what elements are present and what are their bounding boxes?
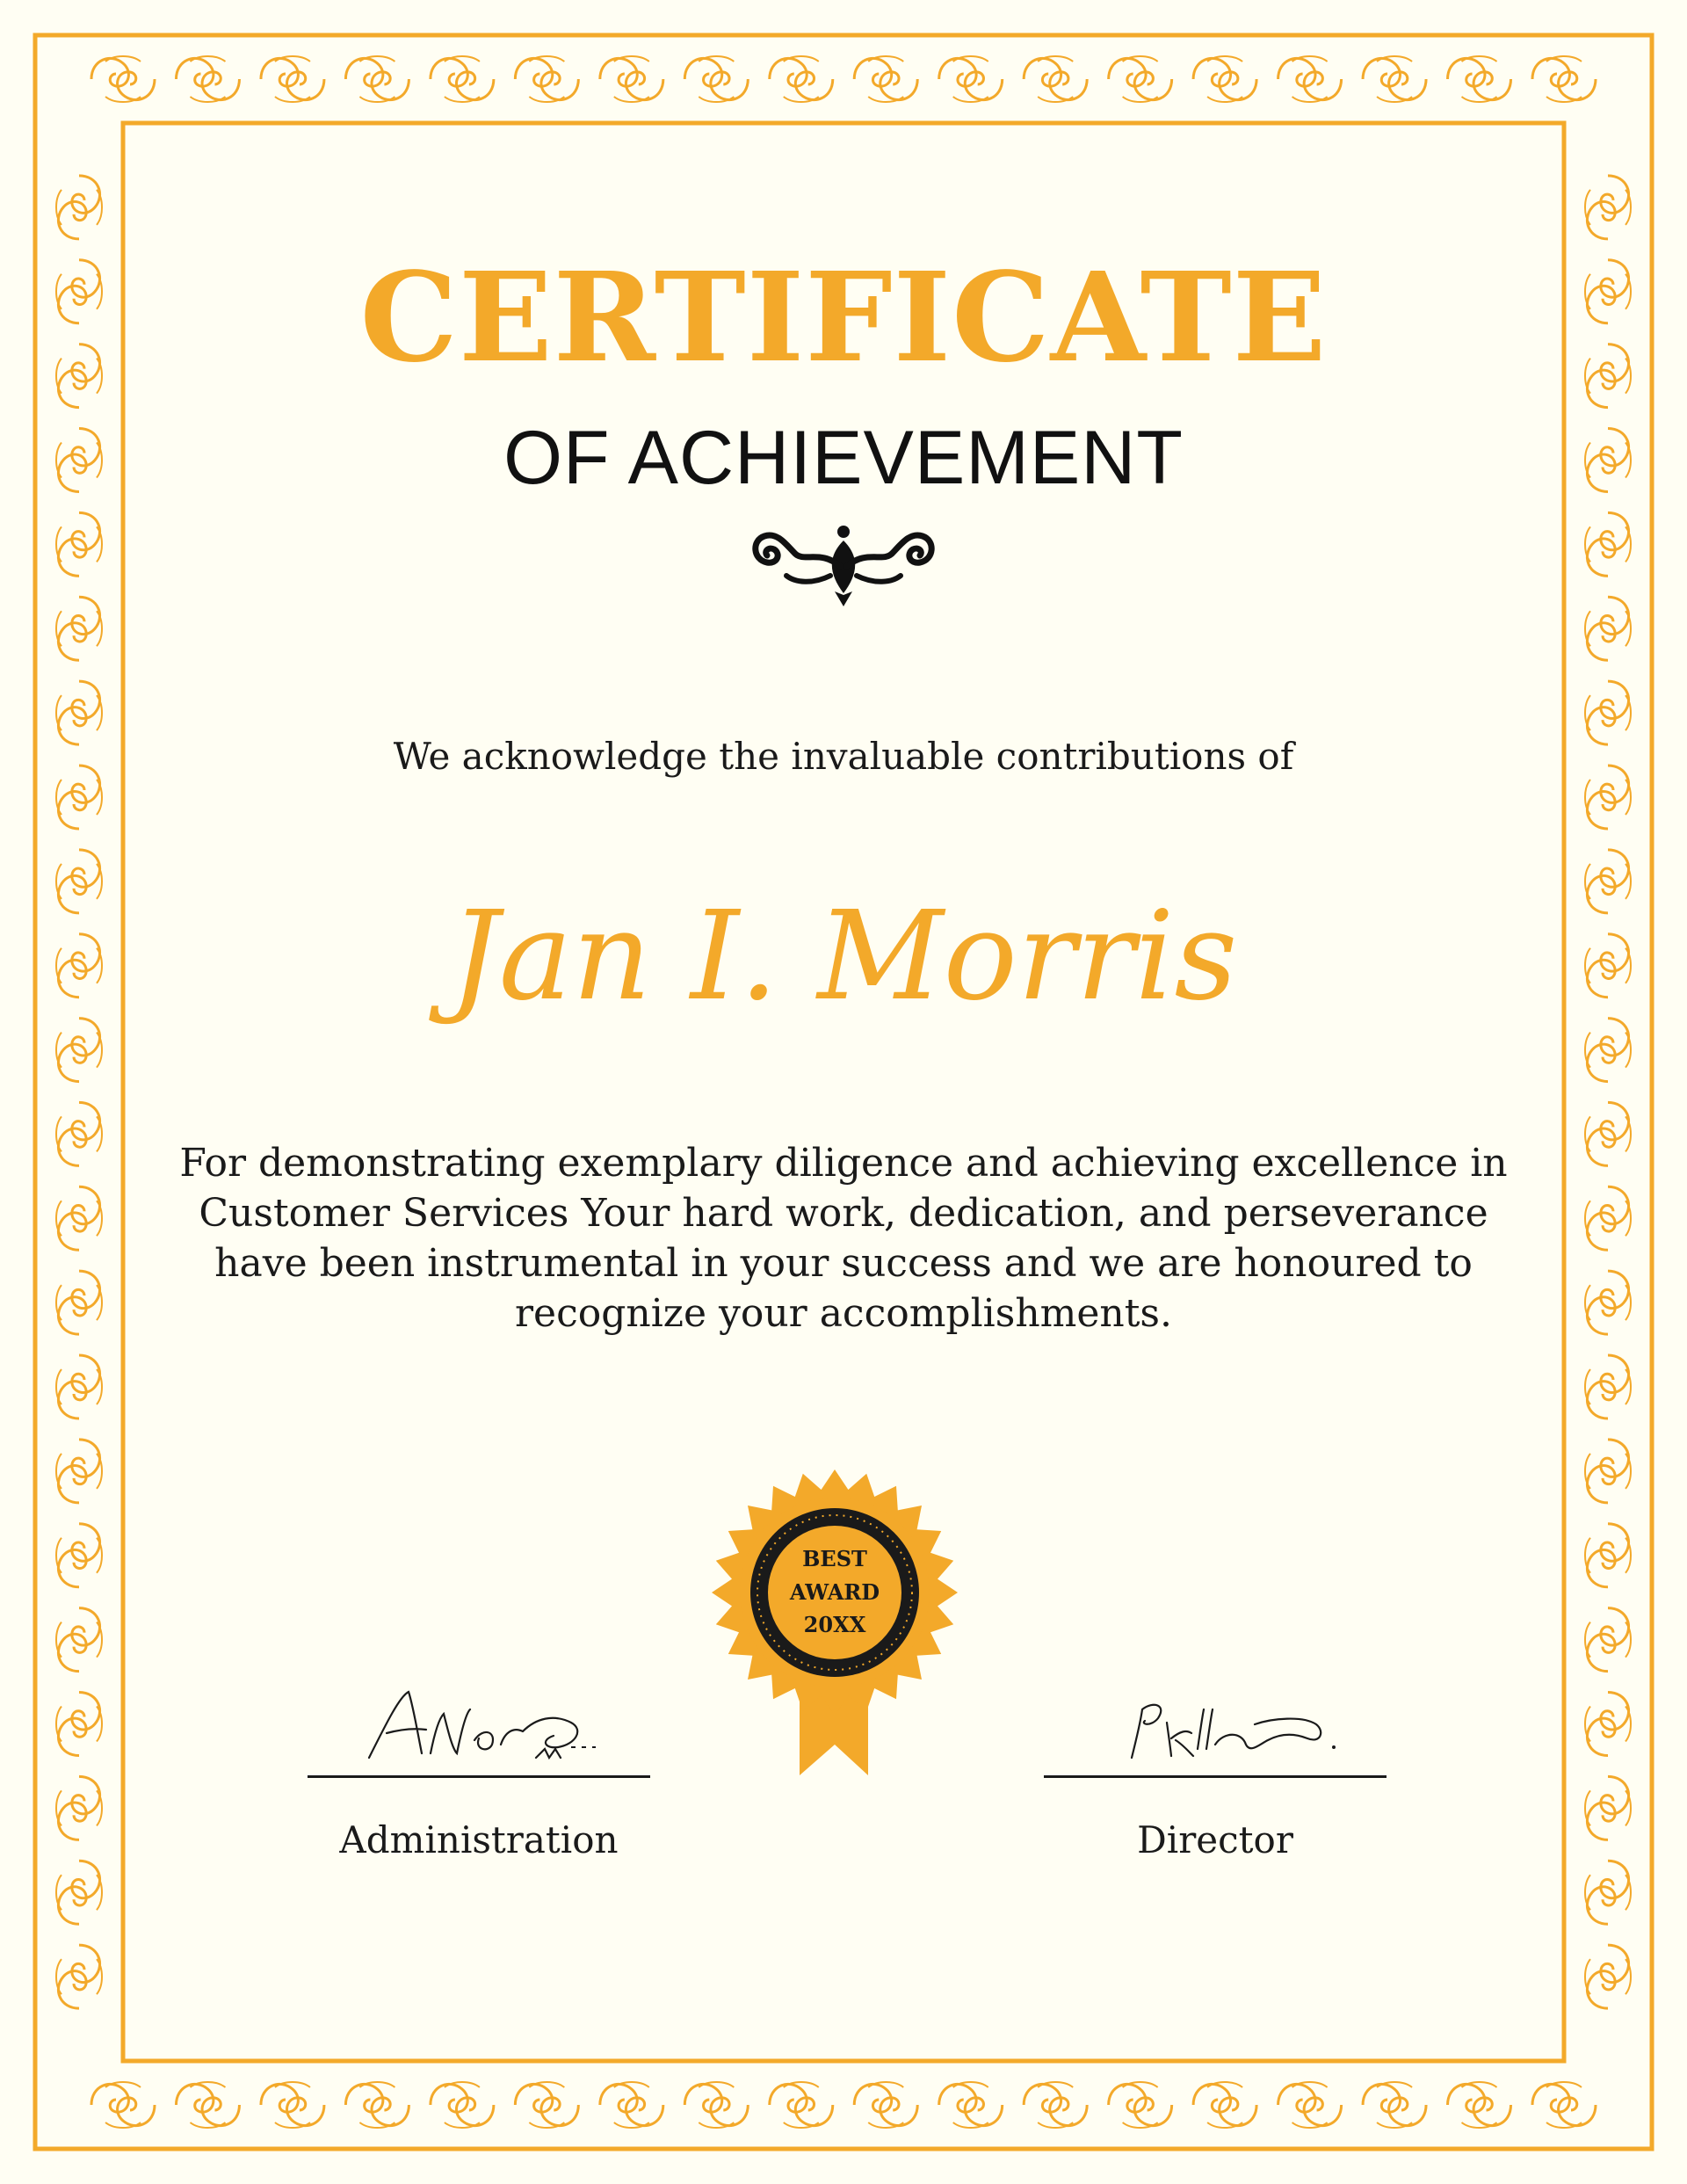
border-scroll-ornament: [1585, 597, 1631, 660]
border-scroll-ornament: [1585, 1945, 1631, 2008]
administration-signature: [334, 1670, 624, 1775]
border-scroll-ornament: [56, 176, 102, 239]
signature-block-director: [1044, 1670, 1387, 1861]
border-scroll-ornament: [939, 2082, 1003, 2128]
certificate-title: CERTIFICATE: [359, 246, 1328, 390]
border-scroll-ornament: [1024, 2082, 1087, 2128]
certificate-subtitle: OF ACHIEVEMENT: [503, 416, 1184, 500]
border-scroll-ornament: [939, 56, 1003, 102]
border-scroll-ornament: [56, 1186, 102, 1250]
border-scroll-ornament: [1448, 56, 1511, 102]
border-scroll-ornament: [684, 56, 748, 102]
border-scroll-ornament: [1585, 1608, 1631, 1672]
border-scroll-ornament: [600, 56, 663, 102]
border-scroll-ornament: [56, 1102, 102, 1165]
border-scroll-ornament: [515, 2082, 578, 2128]
border-scroll-ornament: [770, 2082, 833, 2128]
border-scroll-ornament: [1363, 2082, 1426, 2128]
border-scroll-ornament: [1585, 512, 1631, 576]
border-scroll-ornament: [1585, 1861, 1631, 1924]
seal-text-line2: AWARD: [789, 1579, 880, 1605]
signature-line-left: [308, 1775, 650, 1778]
border-scroll-ornament: [515, 56, 578, 102]
border-scroll-ornament: [1193, 56, 1256, 102]
border-scroll-ornament: [56, 1524, 102, 1587]
flourish-ornament-icon: [742, 514, 945, 611]
border-scroll-ornament: [261, 2082, 324, 2128]
border-scroll-ornament: [1585, 1776, 1631, 1839]
border-scroll-ornament: [56, 1440, 102, 1503]
border-scroll-ornament: [56, 1945, 102, 2008]
border-scroll-ornament: [91, 56, 155, 102]
border-scroll-ornament: [1585, 1271, 1631, 1334]
border-scroll-ornament: [1278, 56, 1342, 102]
border-scroll-ornament: [854, 2082, 917, 2128]
border-scroll-ornament: [56, 1355, 102, 1419]
border-scroll-ornament: [56, 1271, 102, 1334]
border-scroll-ornament: [1532, 56, 1596, 102]
achievement-description: For demonstrating exemplary diligence and achieving excellence in Customer Services Your hard work, dedication, and perseverance have been instrumental in your success and we are honoured to recognize your accomplishments.: [179, 1141, 1508, 1336]
signature-block-administration: [308, 1670, 650, 1861]
border-scroll-ornament: [56, 1608, 102, 1672]
border-scroll-ornament: [1532, 2082, 1596, 2128]
border-scroll-ornament: [56, 1776, 102, 1839]
seal-text-line1: BEST: [802, 1546, 867, 1571]
border-scroll-ornament: [1278, 2082, 1342, 2128]
border-scroll-ornament: [345, 56, 409, 102]
border-scroll-ornament: [1585, 176, 1631, 239]
border-scroll-ornament: [1585, 1355, 1631, 1419]
signature-line-right: [1044, 1775, 1387, 1778]
border-scroll-ornament: [1109, 2082, 1172, 2128]
border-scroll-ornament: [431, 56, 494, 102]
director-signature: [1070, 1670, 1360, 1775]
border-scroll-ornament: [1363, 56, 1426, 102]
award-seal: [712, 1450, 975, 1784]
border-scroll-ornament: [1024, 56, 1087, 102]
border-scroll-ornament: [176, 56, 239, 102]
border-scroll-ornament: [854, 56, 917, 102]
border-scroll-ornament: [1585, 1524, 1631, 1587]
director-label: Director: [1137, 1818, 1293, 1861]
border-scroll-ornament: [56, 512, 102, 576]
border-scroll-ornament: [1585, 1186, 1631, 1250]
border-scroll-ornament: [1585, 1102, 1631, 1165]
acknowledgement-text: We acknowledge the invaluable contributions of: [393, 735, 1294, 778]
recipient-name: Jan I. Morris: [449, 885, 1238, 1028]
border-scroll-ornament: [1448, 2082, 1511, 2128]
border-scroll-ornament: [1585, 1693, 1631, 1756]
administration-label: Administration: [339, 1818, 619, 1861]
border-scroll-ornament: [770, 56, 833, 102]
border-scroll-ornament: [600, 2082, 663, 2128]
border-scroll-ornament: [176, 2082, 239, 2128]
border-scroll-ornament: [56, 1861, 102, 1924]
border-scroll-ornament: [431, 2082, 494, 2128]
border-scroll-ornament: [684, 2082, 748, 2128]
border-scroll-ornament: [261, 56, 324, 102]
border-scroll-ornament: [56, 1693, 102, 1756]
border-scroll-ornament: [1585, 1440, 1631, 1503]
border-scroll-ornament: [1193, 2082, 1256, 2128]
border-scroll-ornament: [56, 597, 102, 660]
seal-text-line3: 20XX: [803, 1612, 866, 1637]
border-scroll-ornament: [91, 2082, 155, 2128]
border-scroll-ornament: [1109, 56, 1172, 102]
border-scroll-ornament: [345, 2082, 409, 2128]
